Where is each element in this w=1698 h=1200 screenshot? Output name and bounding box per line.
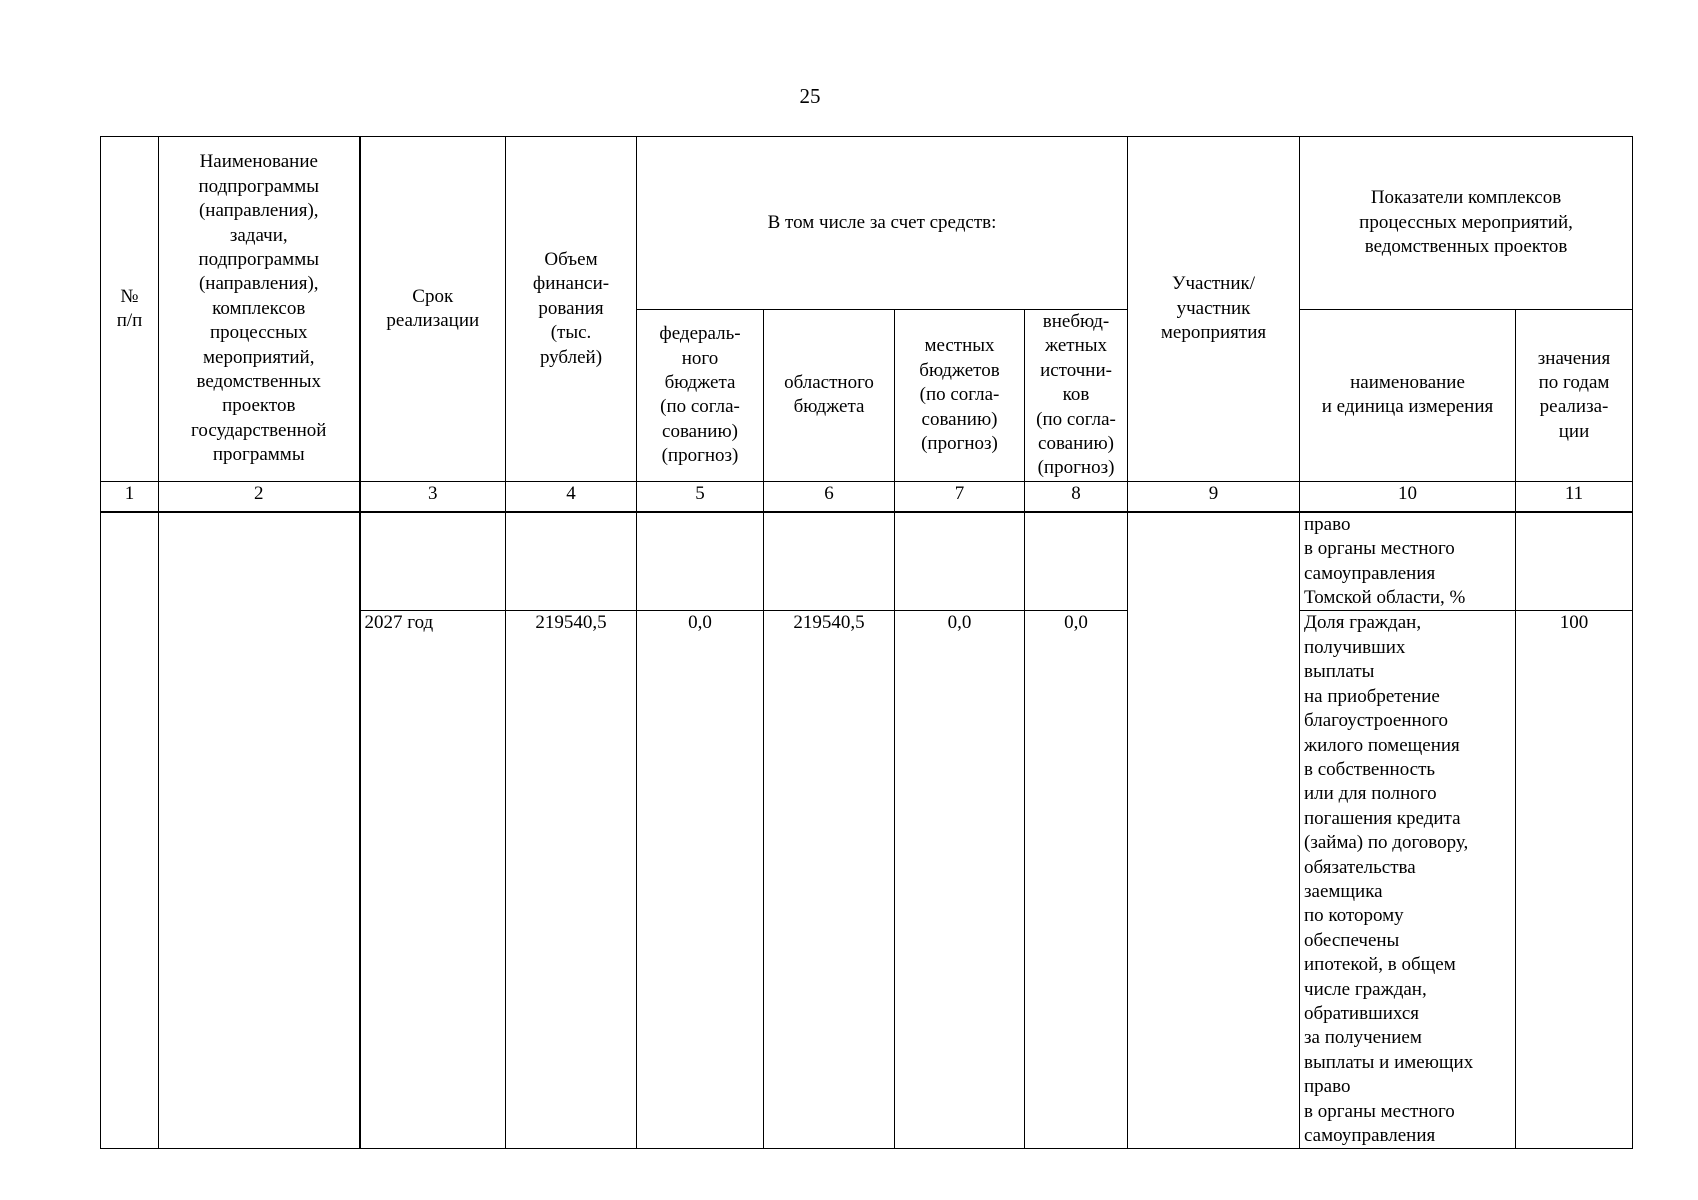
extrabudget-cell: 0,0 <box>1025 611 1128 1149</box>
federal-cell <box>637 512 764 611</box>
column-number: 3 <box>360 481 506 512</box>
column-number: 2 <box>159 481 360 512</box>
header-local: местных бюджетов (по согла- сованию) (прогноз) <box>895 310 1025 482</box>
column-number: 4 <box>506 481 637 512</box>
header-indicator-value: значения по годам реализа- ции <box>1516 310 1633 482</box>
header-name: Наименование подпрограммы (направления), задачи, подпрограммы (направления), комплексов процессных мероприятий, ведомственных проектов государственной программы <box>159 137 360 482</box>
volume-cell <box>506 512 637 611</box>
column-number: 11 <box>1516 481 1633 512</box>
header-federal: федераль- ного бюджета (по согла- сованию) (прогноз) <box>637 310 764 482</box>
header-extrabudget: внебюд- жетных источни- ков (по согла- сованию) (прогноз) <box>1025 310 1128 482</box>
header-indicator-name: наименование и единица измерения <box>1300 310 1516 482</box>
volume-cell: 219540,5 <box>506 611 637 1149</box>
term-cell <box>360 512 506 611</box>
header-number: № п/п <box>101 137 159 482</box>
local-cell <box>895 512 1025 611</box>
header-indicators-group: Показатели комплексов процессных мероприятий, ведомственных проектов <box>1300 137 1633 310</box>
indicator-name-cell: Доля граждан, получивших выплаты на приобретение благоустроенного жилого помещения в собственность или для полного погашения кредита (займа) по договору, обязательства заемщика по которому обеспечены ипотекой, в общем числе граждан, обратившихся за получением выплаты и имеющих право в органы местного самоуправления <box>1300 611 1516 1149</box>
table-row <box>101 512 1633 611</box>
header-volume: Объем финанси- рования (тыс. рублей) <box>506 137 637 482</box>
column-number: 8 <box>1025 481 1128 512</box>
header-funds-group: В том числе за счет средств: <box>637 137 1128 310</box>
row-name-cell <box>159 512 360 1149</box>
indicator-value-cell <box>1516 512 1633 611</box>
column-number: 9 <box>1128 481 1300 512</box>
extrabudget-cell <box>1025 512 1128 611</box>
header-term: Срок реализации <box>360 137 506 482</box>
header-regional: областного бюджета <box>764 310 895 482</box>
column-number-row <box>101 481 1633 512</box>
federal-cell: 0,0 <box>637 611 764 1149</box>
term-cell: 2027 год <box>360 611 506 1149</box>
row-number-cell <box>101 512 159 1149</box>
participant-cell <box>1128 512 1300 1149</box>
column-number: 7 <box>895 481 1025 512</box>
page-number: 25 <box>799 84 821 108</box>
header-participant: Участник/ участник мероприятия <box>1128 137 1300 482</box>
program-table <box>100 136 1633 1149</box>
column-number: 6 <box>764 481 895 512</box>
column-number: 5 <box>637 481 764 512</box>
indicator-name-cell: право в органы местного самоуправления Томской области, % <box>1300 512 1516 611</box>
indicator-value-cell: 100 <box>1516 611 1633 1149</box>
column-number: 10 <box>1300 481 1516 512</box>
regional-cell: 219540,5 <box>764 611 895 1149</box>
regional-cell <box>764 512 895 611</box>
header-row-1 <box>101 137 1633 310</box>
column-number: 1 <box>101 481 159 512</box>
local-cell: 0,0 <box>895 611 1025 1149</box>
